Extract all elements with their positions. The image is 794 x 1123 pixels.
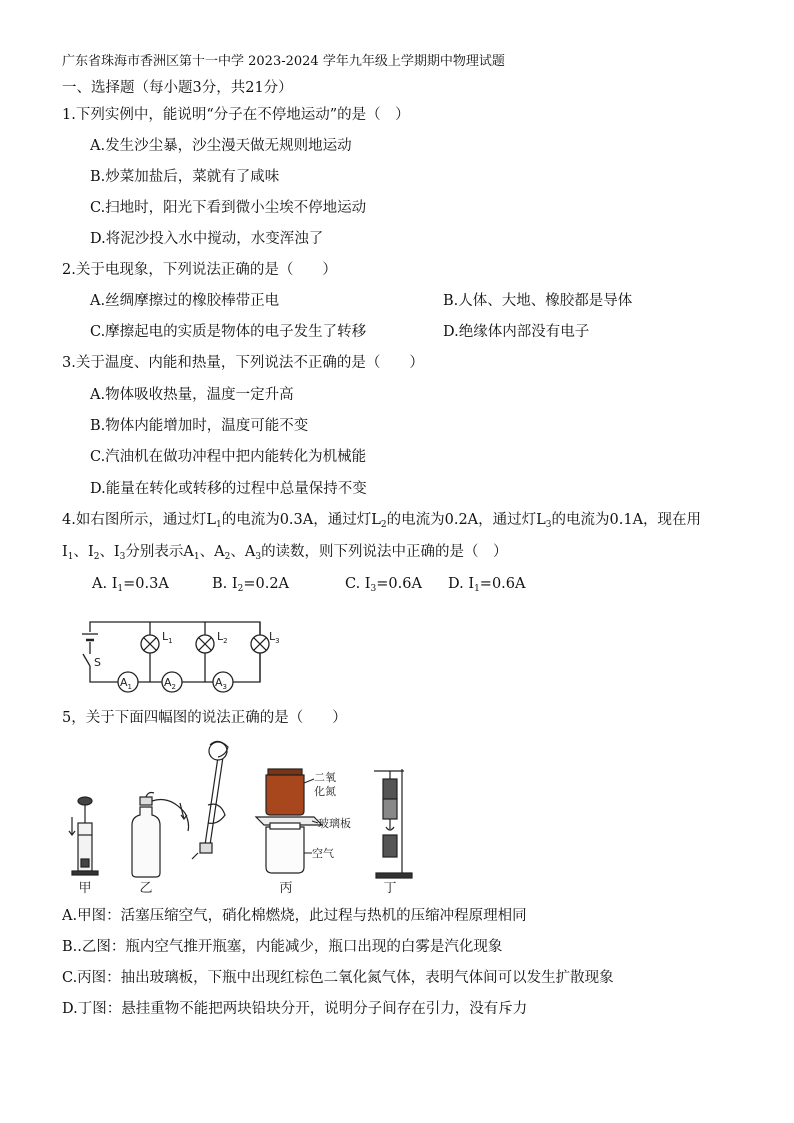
q2-option-d: D.绝缘体内部没有电子 [443, 324, 590, 340]
q1-option-d: D.将泥沙投入水中搅动，水变浑浊了 [90, 231, 324, 247]
label-no2-line1: 二氧 [314, 771, 336, 784]
figure-jia-syringe [69, 797, 98, 875]
q4-stem-line2: $I_1$、$I_2$、$I_3$分别表示$A_1$、$A_2$、$A_3$的读数，则下列说法中正确的是（ ） [62, 544, 508, 562]
exam-title: 广东省珠海市香洲区第十一中学 2023-2024 学年九年级上学期期中物理试题 [62, 54, 505, 69]
q2-option-c: C.摩擦起电的实质是物体的电子发生了转移 [90, 324, 367, 340]
q5-option-a: A.甲图：活塞压缩空气，硝化棉燃烧，此过程与热机的压缩冲程原理相同 [62, 908, 527, 924]
q4-option-a: A. $I_1=0.3A$ [92, 576, 169, 594]
ammeter-a2-label: $A_2$ [164, 676, 176, 691]
q5-option-d: D.丁图：悬挂重物不能把两块铅块分开，说明分子间存在引力，没有斥力 [62, 1001, 528, 1017]
q3-option-a: A.物体吸收热量，温度一定升高 [90, 387, 294, 403]
caption-ding: 丁 [383, 881, 397, 896]
q4-option-d: D. $I_1=0.6A$ [448, 576, 526, 594]
q3-stem: 3.关于温度、内能和热量，下列说法不正确的是（ ） [62, 355, 424, 371]
circuit-diagram [70, 606, 290, 698]
lamp-l3-label: $L_3$ [269, 630, 280, 645]
q2-option-a: A.丝绸摩擦过的橡胶棒带正电 [90, 293, 280, 309]
switch-label: S [94, 656, 101, 669]
q1-option-c: C.扫地时，阳光下看到微小尘埃不停地运动 [90, 200, 367, 216]
q2-stem: 2.关于电现象，下列说法正确的是（ ） [62, 262, 337, 278]
lamp-l2-label: $L_2$ [217, 630, 228, 645]
q5-stem: 5，关于下面四幅图的说法正确的是（ ） [62, 710, 347, 726]
lamp-l1-label: $L_1$ [162, 630, 173, 645]
caption-jia: 甲 [78, 881, 92, 896]
q5-option-c: C.丙图：抽出玻璃板，下瓶中出现红棕色二氧化氮气体，表明气体间可以发生扩散现象 [62, 970, 614, 986]
q5-figures [60, 735, 430, 897]
q2-option-b: B.人体、大地、橡胶都是导体 [443, 293, 633, 309]
label-no2-line2: 化氮 [314, 785, 336, 798]
q3-option-d: D.能量在转化或转移的过程中总量保持不变 [90, 481, 367, 497]
ammeter-a3-label: $A_3$ [215, 676, 227, 691]
q3-option-b: B.物体内能增加时，温度可能不变 [90, 418, 309, 434]
caption-yi: 乙 [139, 881, 153, 896]
q4-option-b: B. $I_2=0.2A$ [212, 576, 290, 594]
q3-option-c: C.汽油机在做功冲程中把内能转化为机械能 [90, 449, 367, 465]
q1-option-a: A.发生沙尘暴，沙尘漫天做无规则地运动 [90, 138, 352, 154]
q1-stem: 1.下列实例中，能说明“分子在不停地运动”的是（ ） [62, 107, 410, 123]
figure-yi-pump [192, 741, 228, 859]
q4-option-c: C. $I_3=0.6A$ [345, 576, 422, 594]
q4-stem-line1: 4.如右图所示，通过灯$L_1$的电流为0.3A，通过灯$L_2$的电流为0.2A，通过灯$L_3$的电流为0.1A，现在用 [62, 512, 702, 530]
figure-yi-bottle [132, 793, 189, 878]
q5-option-b: B..乙图：瓶内空气推开瓶塞，内能减少，瓶口出现的白雾是汽化现象 [62, 939, 503, 955]
section-heading: 一、选择题（每小题3分，共21分） [62, 80, 293, 96]
q1-option-b: B.炒菜加盐后，菜就有了咸味 [90, 169, 280, 185]
ammeter-a1-label: $A_1$ [120, 676, 132, 691]
caption-bing: 丙 [279, 881, 293, 896]
label-glass-plate: 玻璃板 [318, 817, 351, 830]
label-air: 空气 [312, 847, 334, 860]
figure-ding-stand [374, 769, 412, 878]
